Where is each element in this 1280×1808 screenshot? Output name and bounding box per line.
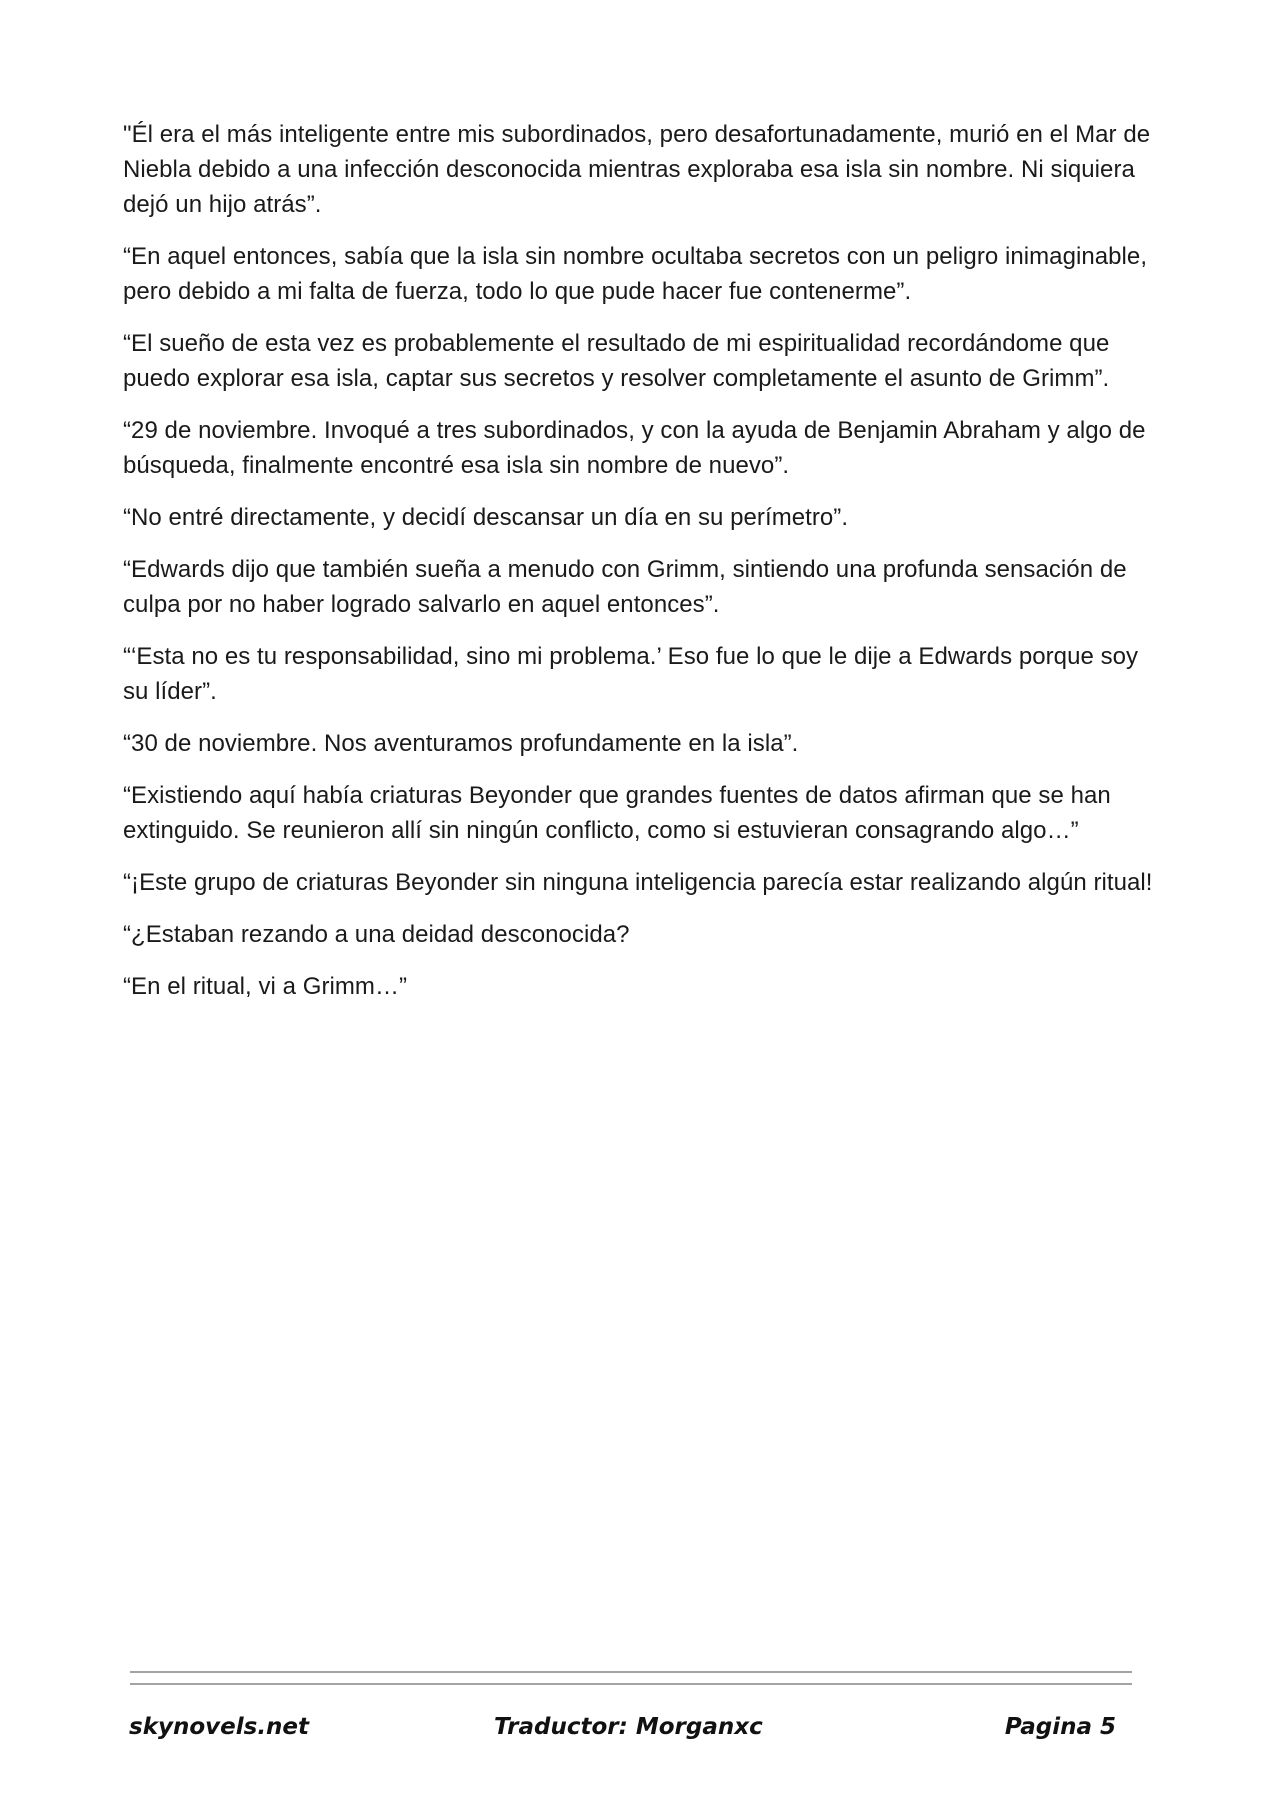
paragraph: “¡Este grupo de criaturas Beyonder sin ninguna inteligencia parecía estar realizando algún ritual! xyxy=(123,869,1153,896)
footer-divider-bottom xyxy=(130,1683,1132,1685)
footer-site: skynovels.net xyxy=(129,1714,310,1740)
paragraph: “En el ritual, vi a Grimm…” xyxy=(123,973,408,1000)
footer-translator: Traductor: Morganxc xyxy=(494,1714,763,1740)
footer-divider-top xyxy=(130,1671,1132,1673)
body-text xyxy=(123,117,1153,1021)
page-footer xyxy=(0,1714,1280,1754)
paragraph: “29 de noviembre. Invoqué a tres subordinados, y con la ayuda de Benjamin Abraham y algo de búsqueda, finalmente encontré esa isla sin nombre de nuevo”. xyxy=(123,417,1146,479)
paragraph: “El sueño de esta vez es probablemente el resultado de mi espiritualidad recordándome que puedo explorar esa isla, captar sus secretos y resolver completamente el asunto de Grimm”. xyxy=(123,330,1110,392)
paragraph: “Edwards dijo que también sueña a menudo con Grimm, sintiendo una profunda sensación de culpa por no haber logrado salvarlo en aquel entonces”. xyxy=(123,556,1127,618)
paragraph: “Existiendo aquí había criaturas Beyonder que grandes fuentes de datos afirman que se han extinguido. Se reunieron allí sin ningún conflicto, como si estuvieran consagrando algo…” xyxy=(123,782,1111,844)
paragraph: “No entré directamente, y decidí descansar un día en su perímetro”. xyxy=(123,504,849,531)
paragraph: “‘Esta no es tu responsabilidad, sino mi problema.’ Eso fue lo que le dije a Edwards porque soy su líder”. xyxy=(123,643,1139,705)
paragraph: “En aquel entonces, sabía que la isla sin nombre ocultaba secretos con un peligro inimaginable, pero debido a mi falta de fuerza, todo lo que pude hacer fue contenerme”. xyxy=(123,243,1148,305)
paragraph: “¿Estaban rezando a una deidad desconocida? xyxy=(123,921,630,948)
paragraph: "Él era el más inteligente entre mis subordinados, pero desafortunadamente, murió en el Mar de Niebla debido a una infección desconocida mientras exploraba esa isla sin nombre. Ni siquiera dejó un hijo atrás”. xyxy=(123,121,1151,218)
footer-page-number: Pagina 5 xyxy=(1004,1714,1116,1740)
paragraph: “30 de noviembre. Nos aventuramos profundamente en la isla”. xyxy=(123,730,799,757)
